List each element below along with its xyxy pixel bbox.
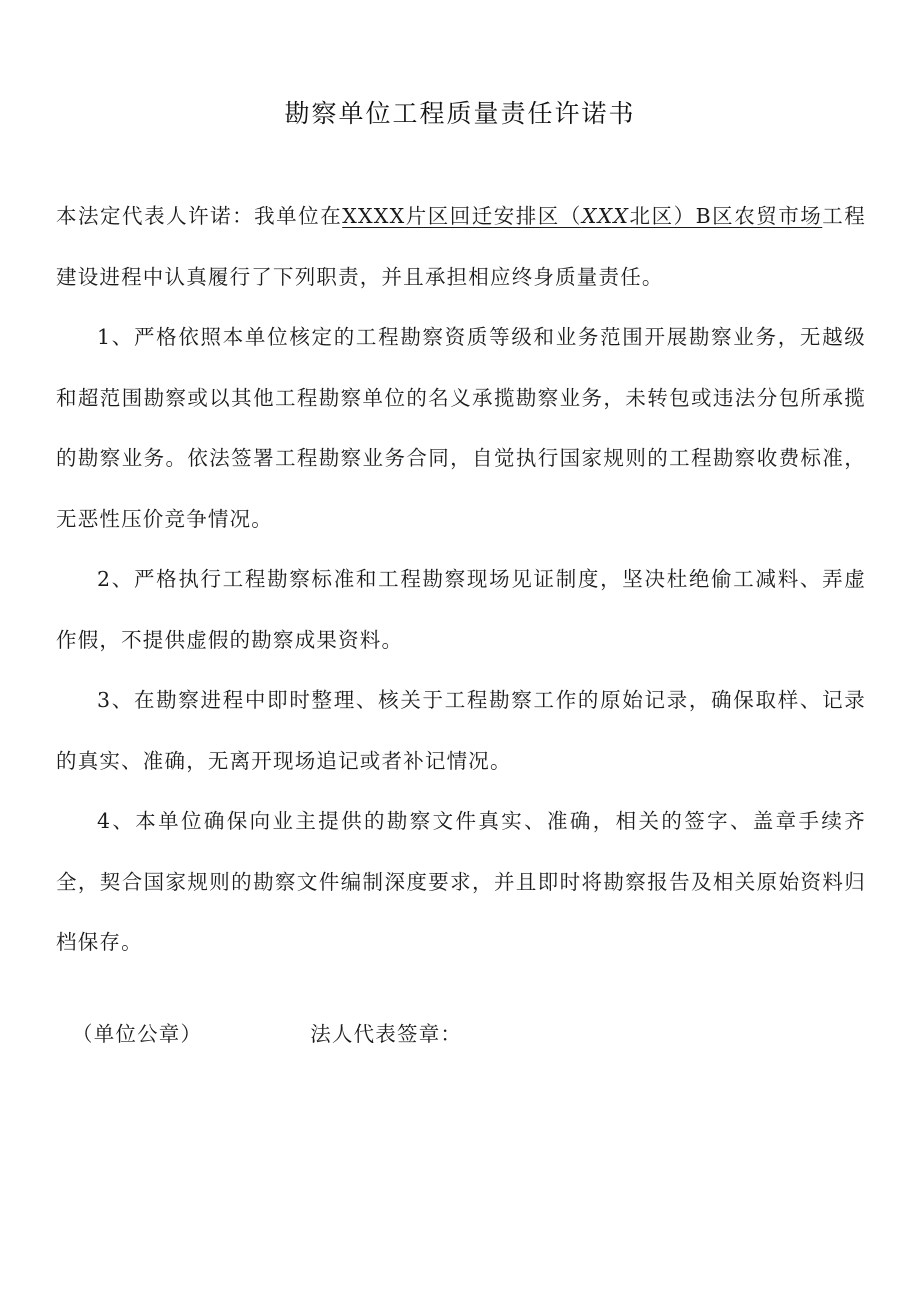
intro-prefix: 本法定代表人许诺：我单位在 — [56, 204, 343, 228]
project-name-part2: 北区）B区农贸市场 — [629, 204, 823, 228]
project-name — [342, 204, 822, 228]
signature-row — [72, 1014, 462, 1054]
document-title: 勘察单位工程质量责任许诺书 — [284, 99, 636, 128]
intro-suffix: 工程建设进程中认真履行了下列职责，并且承担相应终身质量责任。 — [56, 204, 866, 289]
project-name-italic: XXX — [581, 204, 630, 228]
clause-paragraph-4: 4、本单位确保向业主提供的勘察文件真实、准确，相关的签字、盖章手续齐全，契合国家规则的勘察文件编制深度要求，并且即时将勘察报告及相关原始资料归档保存。 — [56, 809, 866, 954]
clause-paragraph-3: 3、在勘察进程中即时整理、核关于工程勘察工作的原始记录，确保取样、记录的真实、准确，无离开现场追记或者补记情况。 — [56, 688, 866, 773]
unit-seal-label: （单位公章） — [72, 1022, 203, 1046]
clause-paragraph-1: 1、严格依照本单位核定的工程勘察资质等级和业务范围开展勘察业务，无越级和超范围勘察或以其他工程勘察单位的名义承揽勘察业务，未转包或违法分包所承揽的勘察业务。依法签署工程勘察业务合同，自觉执行国家规则的工程勘察收费标准，无恶性压价竞争情况。 — [56, 325, 866, 531]
document-body — [56, 186, 866, 973]
intro-paragraph — [56, 186, 866, 307]
legal-representative-label: 法人代表签章： — [310, 1022, 463, 1046]
project-name-part1: XXXX片区回迁安排区（ — [342, 204, 582, 228]
clause-paragraph-2: 2、严格执行工程勘察标准和工程勘察现场见证制度，坚决杜绝偷工减料、弄虚作假，不提供虚假的勘察成果资料。 — [56, 567, 866, 652]
